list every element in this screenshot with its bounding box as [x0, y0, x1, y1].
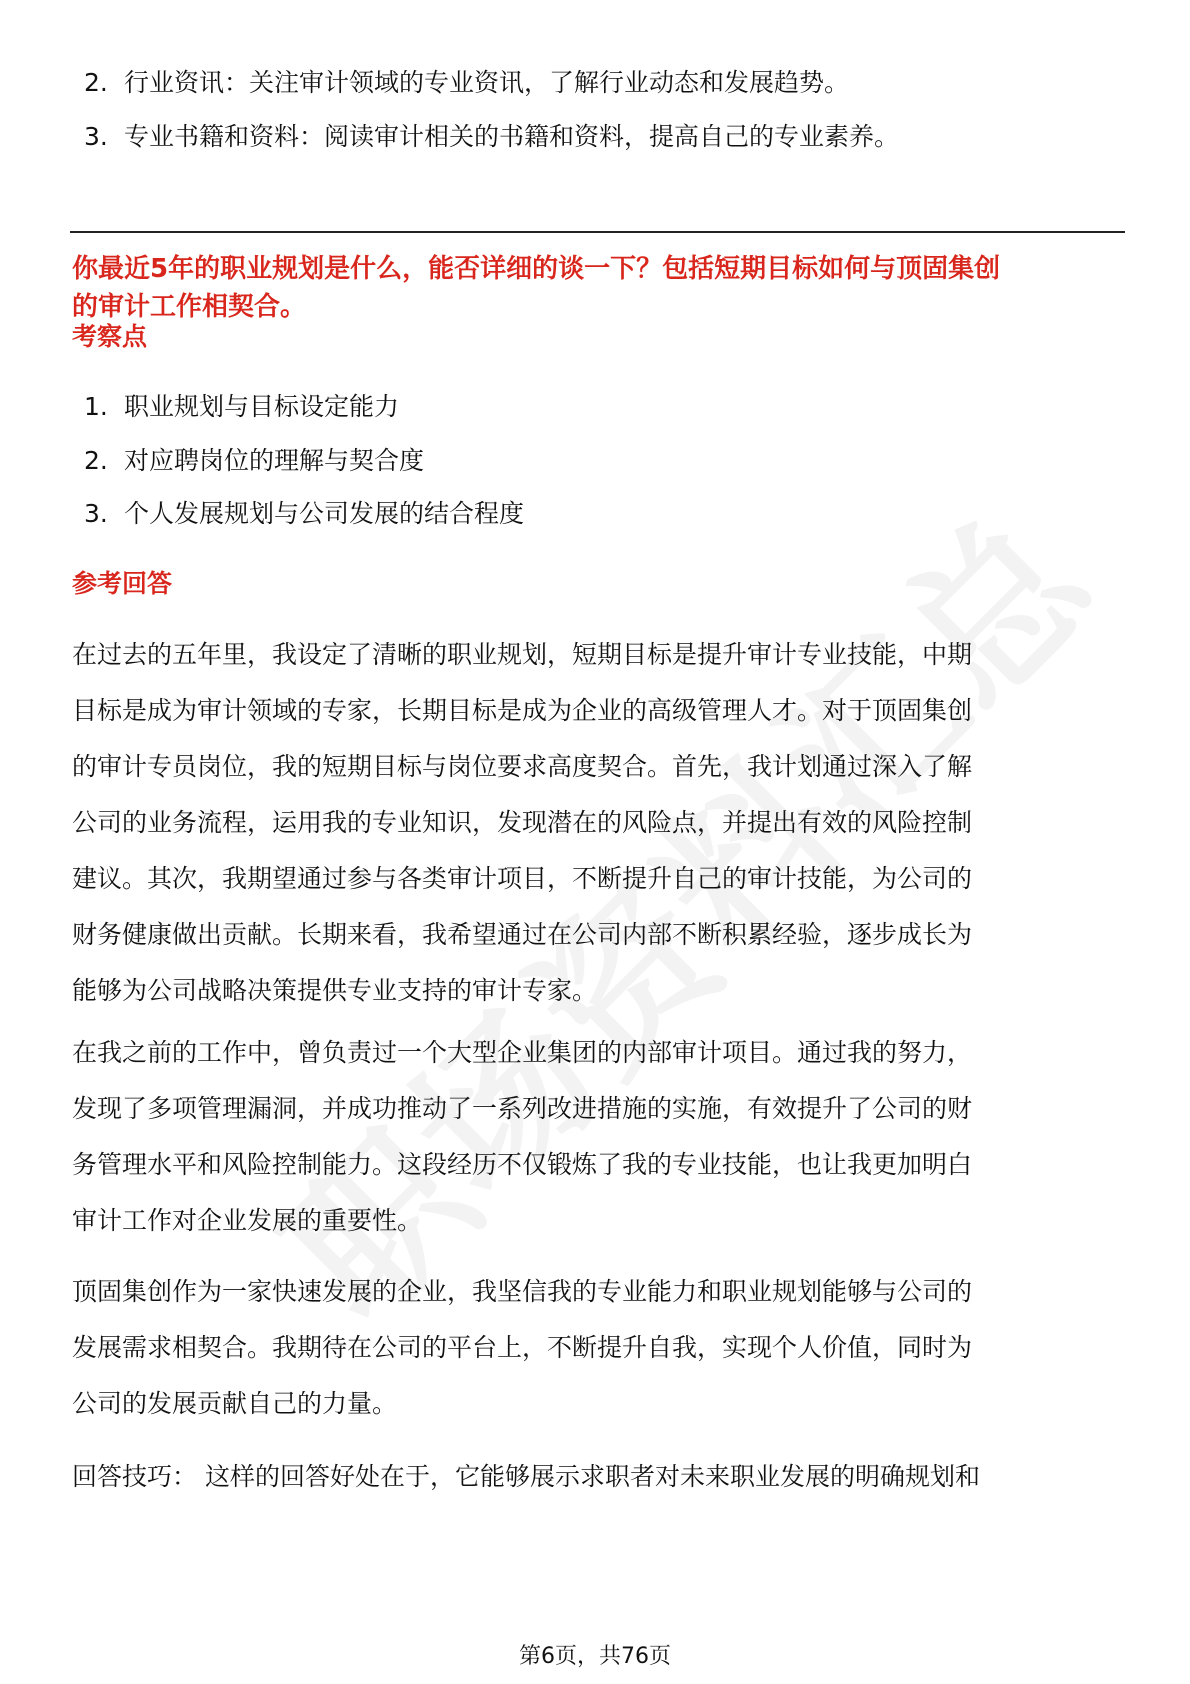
list-item — [84, 390, 1124, 424]
list-item-number: 1. — [84, 392, 108, 421]
answer-heading: 参考回答 — [72, 569, 173, 598]
list-item-number: 3. — [84, 122, 108, 151]
list-item — [84, 444, 1124, 478]
question-heading — [72, 250, 1127, 326]
answer-line: 公司的发展贡献自己的力量。 — [72, 1389, 398, 1418]
list-item — [84, 120, 1124, 154]
answer-line: 在过去的五年里，我设定了清晰的职业规划，短期目标是提升审计专业技能，中期 — [72, 640, 973, 669]
answer-tip: 回答技巧： 这样的回答好处在于，它能够展示求职者对未来职业发展的明确规划和 — [72, 1462, 980, 1491]
answer-line: 建议。其次，我期望通过参与各类审计项目，不断提升自己的审计技能，为公司的 — [72, 864, 973, 893]
list-item-number: 3. — [84, 499, 108, 528]
answer-paragraph — [72, 627, 1127, 1019]
answer-line: 顶固集创作为一家快速发展的企业，我坚信我的专业能力和职业规划能够与公司的 — [72, 1277, 973, 1306]
answer-line: 公司的业务流程，运用我的专业知识，发现潜在的风险点，并提出有效的风险控制 — [72, 808, 973, 837]
list-item — [84, 66, 1124, 100]
list-item-text: 专业书籍和资料：阅读审计相关的书籍和资料，提高自己的专业素养。 — [124, 122, 900, 151]
question-line: 的审计工作相契合。 — [72, 292, 307, 322]
answer-paragraph — [72, 1025, 1127, 1249]
answer-line: 发展需求相契合。我期待在公司的平台上，不断提升自我，实现个人价值，同时为 — [72, 1333, 973, 1362]
list-item-text: 职业规划与目标设定能力 — [124, 392, 400, 421]
section-divider — [70, 231, 1125, 233]
list-item-number: 2. — [84, 446, 108, 475]
answer-line: 务管理水平和风险控制能力。这段经历不仅锻炼了我的专业技能，也让我更加明白 — [72, 1150, 973, 1179]
answer-line: 在我之前的工作中，曾负责过一个大型企业集团的内部审计项目。通过我的努力， — [72, 1038, 973, 1067]
list-item-text: 对应聘岗位的理解与契合度 — [124, 446, 425, 475]
answer-line: 审计工作对企业发展的重要性。 — [72, 1206, 423, 1235]
answer-line: 的审计专员岗位，我的短期目标与岗位要求高度契合。首先，我计划通过深入了解 — [72, 752, 973, 781]
list-item-number: 2. — [84, 68, 108, 97]
answer-line: 发现了多项管理漏洞，并成功推动了一系列改进措施的实施，有效提升了公司的财 — [72, 1094, 973, 1123]
question-line: 你最近5年的职业规划是什么，能否详细的谈一下？包括短期目标如何与顶固集创 — [72, 254, 1001, 284]
list-item — [84, 497, 1124, 531]
page-number: 第6页，共76页 — [519, 1644, 671, 1669]
list-item-text: 个人发展规划与公司发展的结合程度 — [124, 499, 525, 528]
answer-line: 能够为公司战略决策提供专业支持的审计专家。 — [72, 976, 598, 1005]
answer-paragraph — [72, 1264, 1127, 1432]
list-item-text: 行业资讯：关注审计领域的专业资讯，了解行业动态和发展趋势。 — [124, 68, 850, 97]
answer-line: 财务健康做出贡献。长期来看，我希望通过在公司内部不断积累经验，逐步成长为 — [72, 920, 973, 949]
answer-line: 目标是成为审计领域的专家，长期目标是成为企业的高级管理人才。对于顶固集创 — [72, 696, 973, 725]
inspection-heading: 考察点 — [72, 322, 148, 351]
